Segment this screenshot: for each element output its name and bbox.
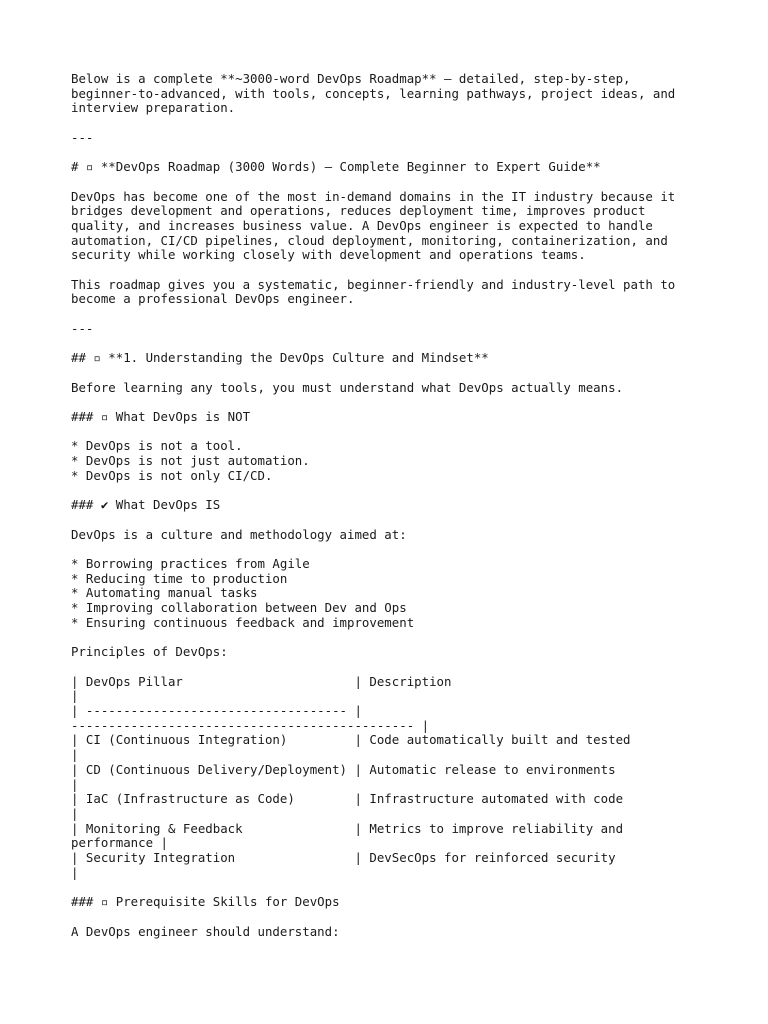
- list-item: * DevOps is not just automation.: [71, 453, 310, 469]
- list-item: * Borrowing practices from Agile: [71, 556, 310, 572]
- table-line: performance |: [71, 835, 168, 851]
- list-item: * DevOps is not a tool.: [71, 438, 243, 454]
- table-line: |: [71, 776, 79, 792]
- principles-label: Principles of DevOps:: [71, 644, 228, 660]
- paragraph-line: automation, CI/CD pipelines, cloud deployment, monitoring, containerization, and: [71, 232, 668, 248]
- table-line: | ----------------------------------- |: [71, 703, 362, 719]
- table-line: | IaC (Infrastructure as Code) | Infrastructure automated with code: [71, 791, 624, 807]
- separator: ---: [71, 320, 94, 336]
- list-item: * Improving collaboration between Dev and Ops: [71, 600, 407, 616]
- intro-line: beginner-to-advanced, with tools, concepts, learning pathways, project ideas, and: [71, 85, 676, 101]
- paragraph-line: DevOps has become one of the most in-demand domains in the IT industry because it: [71, 188, 676, 204]
- section-heading: ## ▫ **1. Understanding the DevOps Culture and Mindset**: [71, 350, 489, 366]
- paragraph-line: bridges development and operations, reduces deployment time, improves product: [71, 203, 646, 219]
- intro-line: interview preparation.: [71, 100, 236, 116]
- main-heading: # ▫ **DevOps Roadmap (3000 Words) — Complete Beginner to Expert Guide**: [71, 159, 601, 175]
- table-line: |: [71, 805, 79, 821]
- table-line: | DevOps Pillar | Description: [71, 673, 452, 689]
- list-item: * Ensuring continuous feedback and improvement: [71, 614, 415, 630]
- table-line: | Monitoring & Feedback | Metrics to improve reliability and: [71, 820, 624, 836]
- subsection-heading: ### ▫ What DevOps is NOT: [71, 409, 251, 425]
- paragraph-line: security while working closely with development and operations teams.: [71, 247, 586, 263]
- table-line: |: [71, 747, 79, 763]
- list-item: * Automating manual tasks: [71, 585, 258, 601]
- table-line: |: [71, 688, 79, 704]
- table-line: |: [71, 864, 79, 880]
- document-page: [71, 72, 711, 939]
- paragraph-line: quality, and increases business value. A DevOps engineer is expected to handle: [71, 217, 653, 233]
- section-intro: Before learning any tools, you must understand what DevOps actually means.: [71, 379, 624, 395]
- paragraph-line: This roadmap gives you a systematic, beginner-friendly and industry-level path to: [71, 276, 676, 292]
- paragraph-line: A DevOps engineer should understand:: [71, 923, 340, 939]
- subsection-heading: ### ▫ Prerequisite Skills for DevOps: [71, 894, 340, 910]
- paragraph-line: DevOps is a culture and methodology aimed at:: [71, 526, 407, 542]
- table-line: ---------------------------------------------- |: [71, 717, 430, 733]
- intro-line: Below is a complete **~3000-word DevOps Roadmap** — detailed, step-by-step,: [71, 71, 631, 86]
- table-line: | Security Integration | DevSecOps for reinforced security: [71, 850, 616, 866]
- list-item: * DevOps is not only CI/CD.: [71, 467, 273, 483]
- paragraph-line: become a professional DevOps engineer.: [71, 291, 355, 307]
- table-line: | CD (Continuous Delivery/Deployment) | Automatic release to environments: [71, 761, 616, 777]
- list-item: * Reducing time to production: [71, 570, 288, 586]
- table-line: | CI (Continuous Integration) | Code automatically built and tested: [71, 732, 631, 748]
- subsection-heading: ### ✔ What DevOps IS: [71, 497, 221, 513]
- separator: ---: [71, 129, 94, 145]
